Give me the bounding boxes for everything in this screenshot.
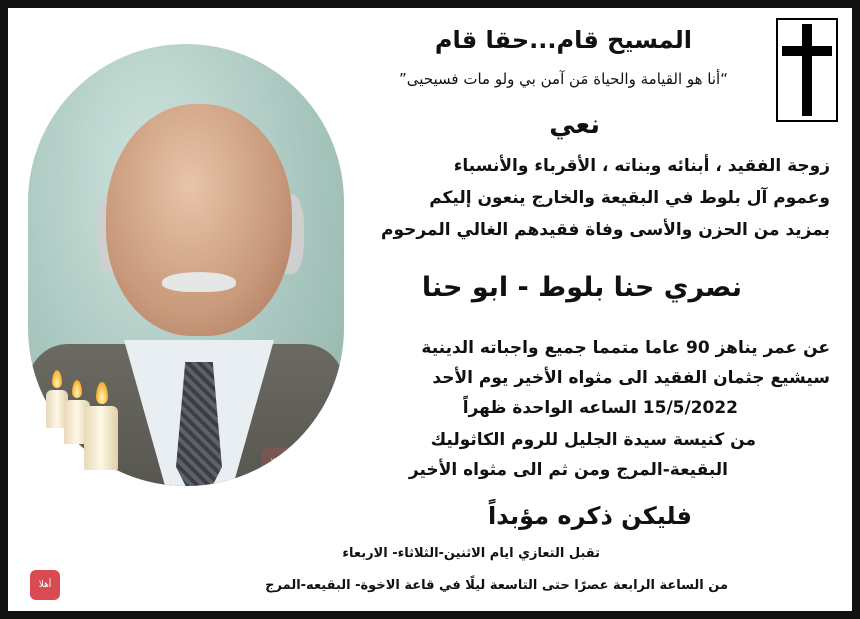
verse: “أنا هو القيامة والحياة مَن آمن بي ولو مات فسيحيى” — [399, 70, 728, 88]
face — [106, 104, 292, 336]
condolence-line: من الساعة الرابعة عصرًا حتى التاسعة ليلًا في قاعة الاخوة- البقيعه-المرج — [265, 578, 728, 593]
obituary-card — [8, 8, 852, 611]
detail-line: البقيعة-المرج ومن ثم الى مثواه الأخير — [408, 460, 728, 480]
ahla-logo — [30, 570, 60, 600]
deceased-name: نصري حنا بلوط - ابو حنا — [421, 272, 742, 303]
ahla-logo-faint — [262, 448, 292, 478]
intro-line: وعموم آل بلوط في البقيعة والخارج ينعون إليكم — [429, 188, 830, 208]
intro-line: زوجة الفقيد ، أبنائه وبناته ، الأقرباء والأنسباء — [453, 156, 830, 176]
cross-icon — [776, 18, 838, 122]
notice-label: نعي — [549, 110, 600, 140]
page-title: المسيح قام...حقا قام — [434, 26, 692, 54]
condolence-line: تقبل التعازي ايام الاثنين-الثلاثاء- الاربعاء — [342, 546, 600, 561]
watermark-text: أهلا — [270, 458, 284, 468]
detail-line: سيشيع جثمان الفقيد الى مثواه الأخير يوم الأحد — [432, 368, 830, 388]
detail-line: عن عمر يناهز 90 عاما متمما جميع واجباته الدينية — [421, 338, 830, 358]
detail-line: من كنيسة سيدة الجليل للروم الكاثوليك — [430, 430, 756, 450]
intro-line: بمزيد من الحزن والأسى وفاة فقيدهم الغالي المرحوم — [380, 220, 830, 240]
mustache — [162, 272, 236, 292]
watermark-text: أهلا — [38, 580, 52, 590]
detail-line: 15/5/2022 الساعه الواحدة ظهراً — [462, 398, 738, 418]
closing-line: فليكن ذكره مؤبداً — [488, 502, 692, 530]
